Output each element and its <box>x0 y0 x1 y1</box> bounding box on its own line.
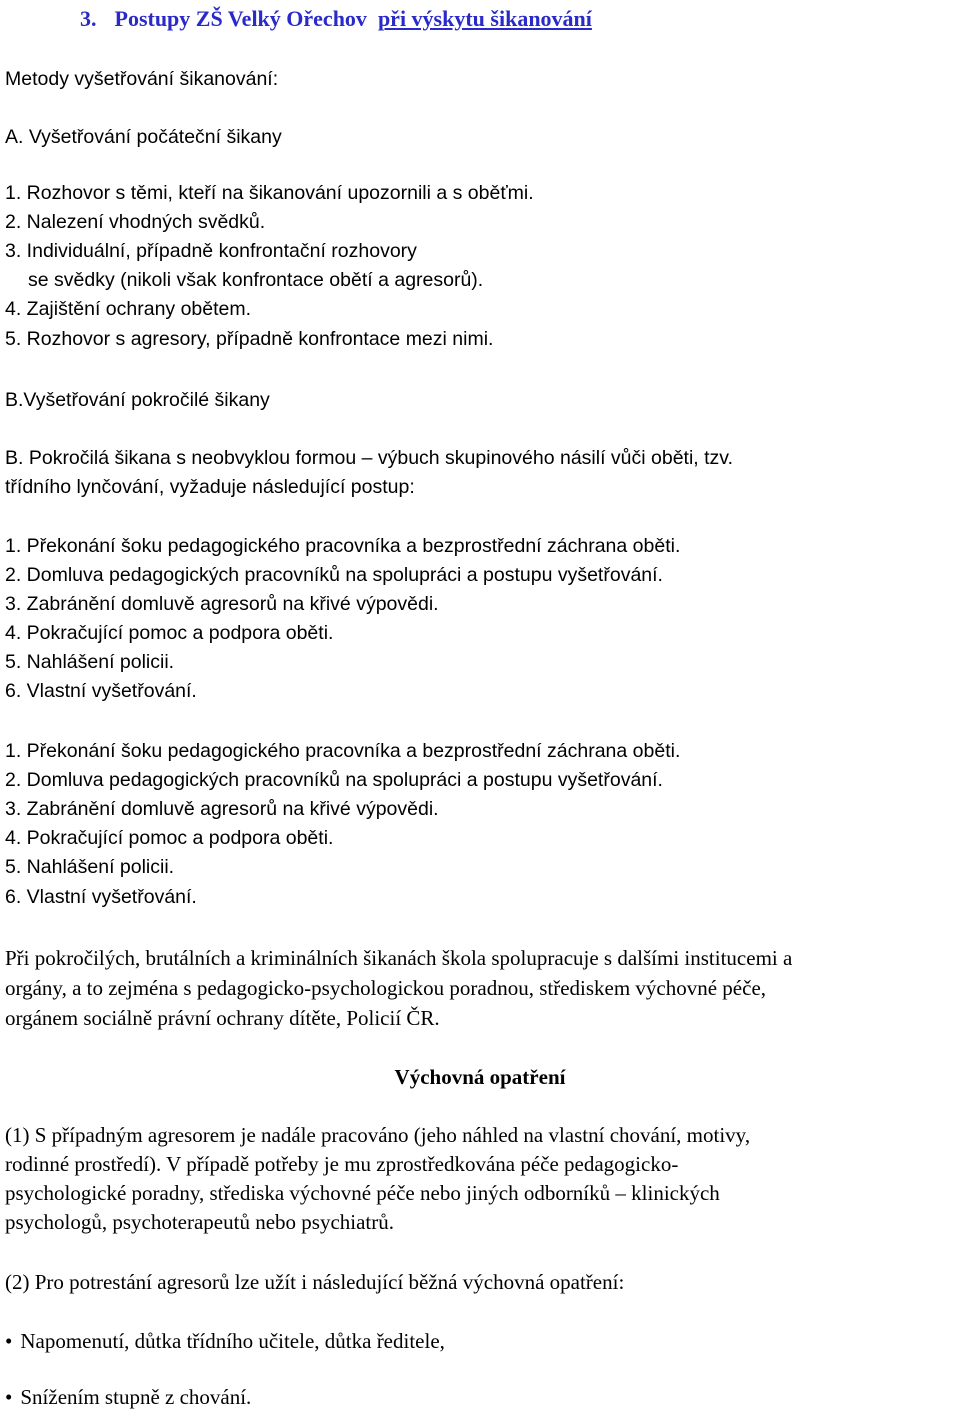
section-b-step: 1. Překonání šoku pedagogického pracovníka a bezprostřední záchrana oběti. <box>5 535 681 557</box>
bullet-text: Snížením stupně z chování. <box>20 1385 252 1409</box>
section-a-step: 5. Rozhovor s agresory, případně konfrontace mezi nimi. <box>5 328 494 350</box>
section-a-step-continuation: se svědky (nikoli však konfrontace obětí a agresorů). <box>28 269 484 291</box>
measures-title: Výchovná opatření <box>394 1065 566 1089</box>
heading-text-underlined: při výskytu šikanování <box>377 6 592 31</box>
section-b-step-repeat: 1. Překonání šoku pedagogického pracovníka a bezprostřední záchrana oběti. <box>5 740 681 762</box>
section-a-step: 3. Individuální, případně konfrontační rozhovory <box>5 240 417 262</box>
section-b-step-repeat: 6. Vlastní vyšetřování. <box>5 886 197 908</box>
bullet-icon: • <box>5 1385 13 1409</box>
heading-number: 3. <box>80 6 97 31</box>
section-a-step: 4. Zajištění ochrany obětem. <box>5 298 252 320</box>
section-b-step-repeat: 5. Nahlášení policii. <box>5 856 175 878</box>
section-a-step: 2. Nalezení vhodných svědků. <box>5 211 266 233</box>
bullet-text: Napomenutí, důtka třídního učitele, důtka ředitele, <box>20 1329 445 1353</box>
measures-paragraph-2: (2) Pro potrestání agresorů lze užít i následující běžná výchovná opatření: <box>5 1270 625 1294</box>
section-b-step: 4. Pokračující pomoc a podpora oběti. <box>5 622 334 644</box>
section-a-title: A. Vyšetřování počáteční šikany <box>5 126 282 148</box>
measures-paragraph-line: (1) S případným agresorem je nadále pracováno (jeho náhled na vlastní chování, motivy, <box>5 1123 751 1147</box>
measures-paragraph-line: psychologů, psychoterapeutů nebo psychiatrů. <box>5 1210 394 1234</box>
section-b-intro: třídního lynčování, vyžaduje následující postup: <box>5 476 415 498</box>
section-b-step: 6. Vlastní vyšetřování. <box>5 680 197 702</box>
section-b-step: 3. Zabránění domluvě agresorů na křivé výpovědi. <box>5 593 439 615</box>
methods-label: Metody vyšetřování šikanování: <box>5 68 279 90</box>
heading-text: Postupy ZŠ Velký Ořechov <box>114 6 367 31</box>
section-b-title: B.Vyšetřování pokročilé šikany <box>5 389 270 411</box>
cooperation-paragraph-line: orgánem sociálně právní ochrany dítěte, Policií ČR. <box>5 1006 440 1030</box>
section-b-step-repeat: 2. Domluva pedagogických pracovníků na spolupráci a postupu vyšetřování. <box>5 769 663 791</box>
section-b-intro: B. Pokročilá šikana s neobvyklou formou – výbuch skupinového násilí vůči oběti, tzv. <box>5 447 734 469</box>
measure-bullet-item <box>5 1384 251 1410</box>
bullet-icon: • <box>5 1329 13 1353</box>
cooperation-paragraph-line: Při pokročilých, brutálních a kriminálních šikanách škola spolupracuje s dalšími institucemi a <box>5 946 793 970</box>
section-heading <box>80 6 592 32</box>
section-b-step-repeat: 4. Pokračující pomoc a podpora oběti. <box>5 827 334 849</box>
measures-paragraph-line: rodinné prostředí). V případě potřeby je mu zprostředkována péče pedagogicko- <box>5 1152 679 1176</box>
section-b-step-repeat: 3. Zabránění domluvě agresorů na křivé výpovědi. <box>5 798 439 820</box>
measures-paragraph-line: psychologické poradny, střediska výchovné péče nebo jiných odborníků – klinických <box>5 1181 720 1205</box>
section-b-step: 5. Nahlášení policii. <box>5 651 175 673</box>
section-b-step: 2. Domluva pedagogických pracovníků na spolupráci a postupu vyšetřování. <box>5 564 663 586</box>
measure-bullet-item <box>5 1328 445 1354</box>
cooperation-paragraph-line: orgány, a to zejména s pedagogicko-psychologickou poradnou, střediskem výchovné péče, <box>5 976 767 1000</box>
section-a-step: 1. Rozhovor s těmi, kteří na šikanování upozornili a s oběťmi. <box>5 182 534 204</box>
